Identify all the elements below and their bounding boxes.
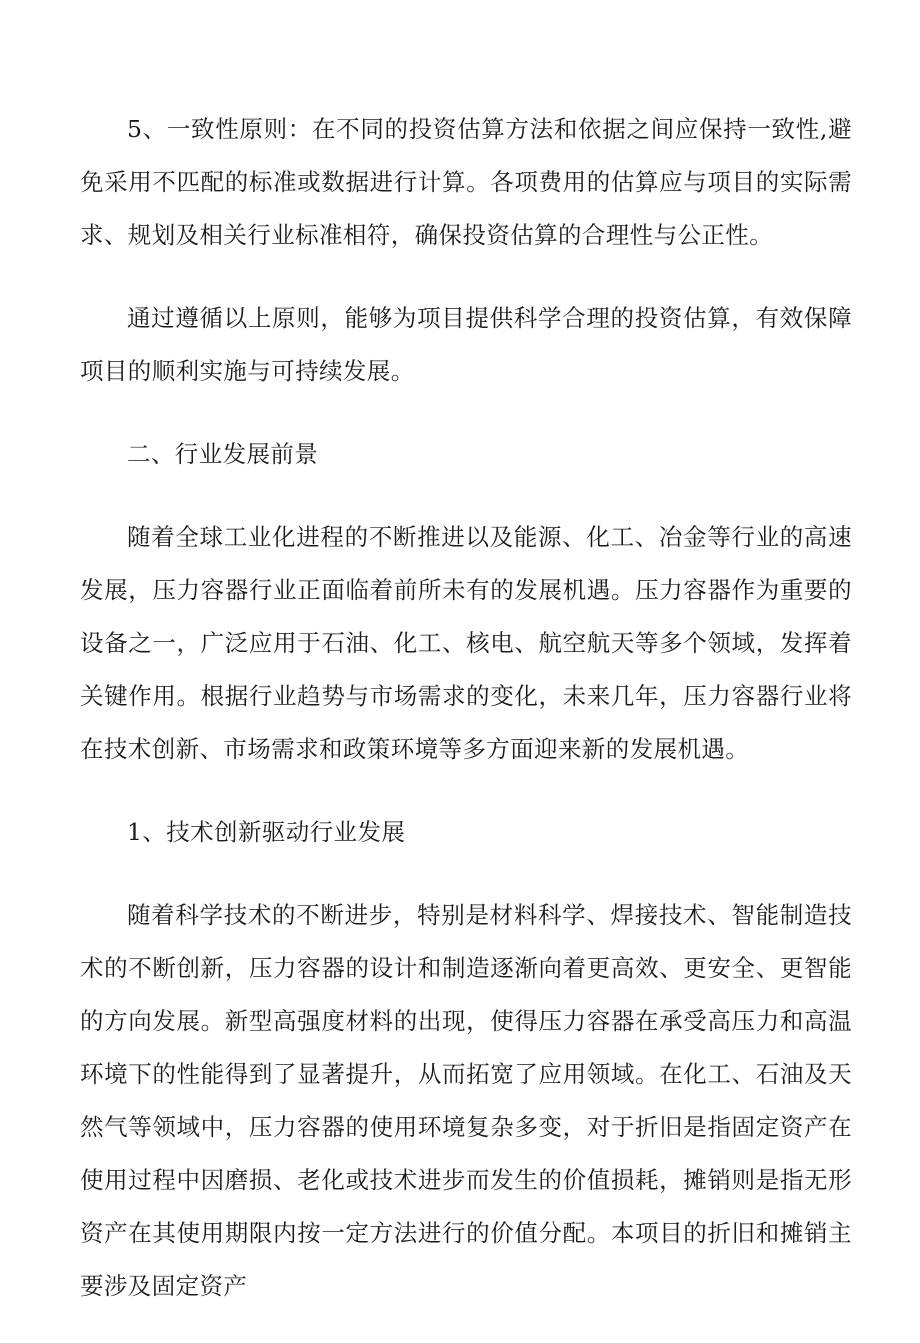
principles-summary-paragraph: 通过遵循以上原则，能够为项目提供科学合理的投资估算，有效保障项目的顺利实施与可持续发展。 xyxy=(80,304,852,385)
technology-innovation-paragraph: 随着科学技术的不断进步，特别是材料科学、焊接技术、智能制造技术的不断创新，压力容器的设计和制造逐渐向着更高效、更安全、更智能的方向发展。新型高强度材料的出现，使得压力容器在承受高压力和高温环境下的性能得到了显著提升，从而拓宽了应用领域。在化工、石油及天然气等领域中，压力容器的使用环境复杂多变，对于折旧是指固定资产在使用过程中因磨损、老化或技术进步而发生的价值损耗，摊销则是指无形资产在其使用期限内按一定方法进行的价值分配。本项目的折旧和摊销主要涉及固定资产 xyxy=(80,901,852,1300)
industry-outlook-paragraph: 随着全球工业化进程的不断推进以及能源、化工、冶金等行业的高速发展，压力容器行业正面临着前所未有的发展机遇。压力容器作为重要的设备之一，广泛应用于石油、化工、核电、航空航天等多个领域，发挥着关键作用。根据行业趋势与市场需求的变化，未来几年，压力容器行业将在技术创新、市场需求和政策环境等多方面迎来新的发展机遇。 xyxy=(80,523,852,763)
section-heading: 二、行业发展前景 xyxy=(127,440,319,468)
document-body xyxy=(80,103,852,1343)
consistency-principle-paragraph: 5、一致性原则：在不同的投资估算方法和依据之间应保持一致性,避免采用不匹配的标准或数据进行计算。各项费用的估算应与项目的实际需求、规划及相关行业标准相符，确保投资估算的合理性与公正性。 xyxy=(80,115,852,249)
subsection-heading: 1、技术创新驱动行业发展 xyxy=(127,818,406,846)
